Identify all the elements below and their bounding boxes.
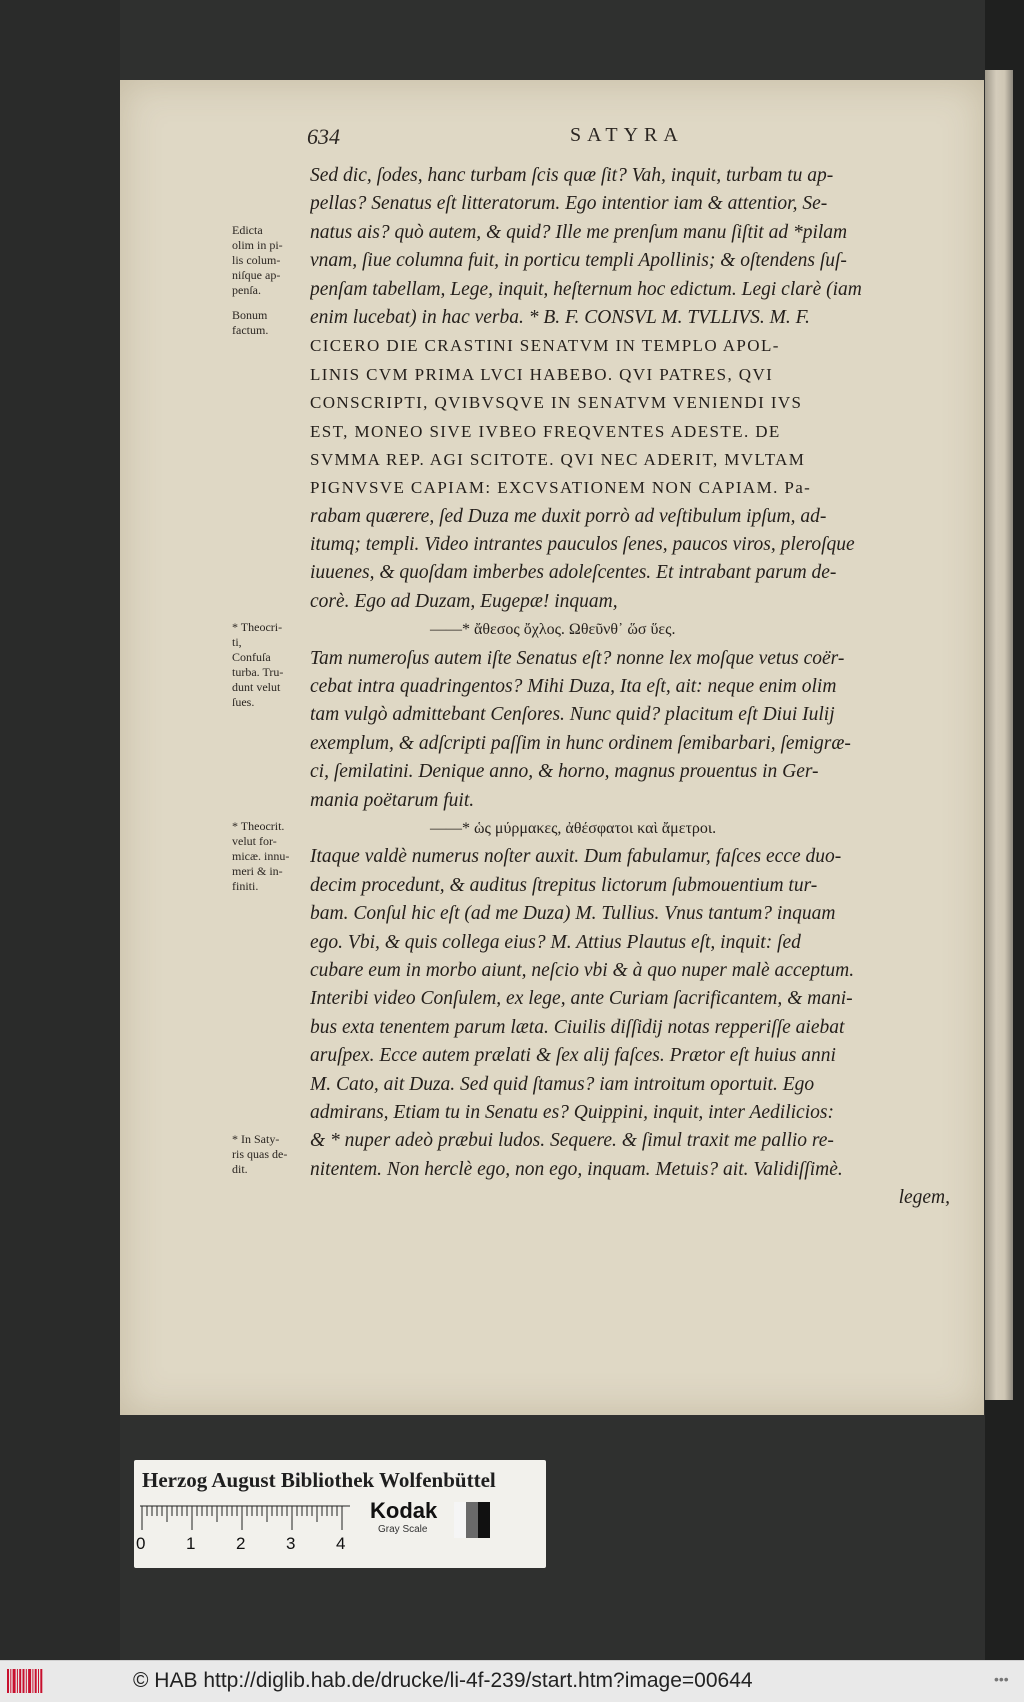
text-line: & * nuper adeò præbui ludos. Sequere. & ſimul traxit me pallio re- xyxy=(310,1130,834,1152)
margin-note-line: * In Saty- xyxy=(232,1131,280,1146)
text-line: ——* ὡς μύρμακες, ἀθέσφατοι καὶ ἄμετροι. xyxy=(430,819,717,837)
text-line: CICERO DIE CRASTINI SENATVM IN TEMPLO APOL- xyxy=(310,336,780,356)
logo-bar xyxy=(32,1669,33,1693)
text-line: itumq; templi. Video intrantes pauculos ſenes, paucos viros, pleroſque xyxy=(310,534,855,556)
ruler-number: 0 xyxy=(136,1534,146,1553)
margin-note-line: meri & in- xyxy=(232,864,283,879)
barcode-logo-icon xyxy=(6,1667,46,1695)
text-line: Interibi video Conſulem, ex lege, ante Curiam ſacrificantem, & mani- xyxy=(310,988,853,1010)
margin-note-line: factum. xyxy=(232,323,269,337)
logo-bar xyxy=(28,1669,31,1693)
text-line: exemplum, & adſcripti paſſim in hunc ordinem ſemibarbari, ſemigræ- xyxy=(310,732,851,754)
logo-bar xyxy=(19,1669,21,1693)
logo-bar xyxy=(13,1669,16,1693)
ruler-number: 2 xyxy=(236,1534,246,1553)
text-line: enim lucebat) in hac verba. * B. F. CONSVL M. TVLLIVS. M. F. xyxy=(310,306,810,328)
text-line: bus exta tenentem parum læta. Ciuilis diſſidij notas repperiſſe aiebat xyxy=(310,1016,845,1038)
text-line: aruſpex. Ecce autem prælati & ſex alij faſces. Prætor eſt huius anni xyxy=(310,1045,836,1067)
copyright-url[interactable]: © HAB http://diglib.hab.de/drucke/li-4f-239/start.htm?image=00644 xyxy=(133,1669,753,1692)
text-line: LINIS CVM PRIMA LVCI HABEBO. QVI PATRES, QVI xyxy=(310,364,774,384)
ruler-number: 4 xyxy=(336,1534,346,1553)
text-line: ——* ἄθεσος ὄχλος. Ωθεῦνθ᾽ ὥσ ὕες. xyxy=(430,621,676,639)
more-options-icon[interactable]: ••• xyxy=(994,1671,1009,1687)
text-line: mania poëtarum fuit. xyxy=(310,789,475,811)
margin-note-line: dit. xyxy=(232,1161,248,1176)
logo-bar xyxy=(10,1669,11,1693)
page-number: 634 xyxy=(307,124,340,149)
logo-bar xyxy=(7,1669,9,1693)
text-line: PIGNVSVE CAPIAM: EXCVSATIONEM NON CAPIAM. Pa- xyxy=(310,478,812,498)
margin-note xyxy=(232,308,312,338)
viewer-footer-bar xyxy=(0,1660,1024,1702)
logo-bar xyxy=(26,1669,27,1693)
ruler-number: 1 xyxy=(186,1534,196,1553)
running-title: SATYRA xyxy=(570,124,684,146)
margin-note-line: velut for- xyxy=(232,834,277,849)
text-line: SVMMA REP. AGI SCITOTE. QVI NEC ADERIT, MVLTAM xyxy=(310,449,806,469)
gray-scale-label: Gray Scale xyxy=(378,1524,428,1535)
text-line: Itaque valdè numerus noſter auxit. Dum fabulamur, faſces ecce duo- xyxy=(310,846,842,868)
text-line: corè. Ego ad Duzam, Eugepæ! inquam, xyxy=(310,590,618,612)
text-line: decim procedunt, & auditus ſtrepitus lictorum ſubmouentium tur- xyxy=(310,874,818,896)
text-line: penſam tabellam, Lege, inquit, heſternum hoc edictum. Legi clarè (iam xyxy=(310,278,862,300)
margin-note xyxy=(232,223,312,298)
text-line: tam vulgò admittebant Cenſores. Nunc quid? placitum eſt Diui Iulij xyxy=(310,704,835,726)
logo-bar xyxy=(40,1669,42,1693)
margin-note-line: ſues. xyxy=(232,695,255,710)
margin-note-line: olim in pi- xyxy=(232,237,283,252)
margin-note-line: ris quas de- xyxy=(232,1146,288,1161)
ruler-number: 3 xyxy=(286,1534,296,1553)
margin-note-line: Confuſa xyxy=(232,650,271,665)
margin-note xyxy=(232,819,312,894)
margin-note xyxy=(232,620,312,710)
logo-bar xyxy=(17,1669,18,1693)
margin-note-line: * Theocrit. xyxy=(232,819,285,834)
margin-note-line: lis colum- xyxy=(232,252,281,267)
text-line: legem, xyxy=(898,1187,950,1209)
text-line: EST, MONEO SIVE IVBEO FREQVENTES ADESTE. DE xyxy=(310,421,781,441)
text-line: cebat intra quadringentos? Mihi Duza, Ita eſt, ait: neque enim olim xyxy=(310,676,837,698)
margin-note-line: ti, xyxy=(232,635,242,650)
text-line: natus ais? quò autem, & quid? Ille me prenſum manu ſiſtit ad *pilam xyxy=(310,221,848,243)
text-line: M. Cato, ait Duza. Sed quid ſtamus? iam introitum oportuit. Ego xyxy=(310,1073,815,1095)
text-line: bam. Conſul hic eſt (ad me Duza) M. Tullius. Vnus tantum? inquam xyxy=(310,903,836,925)
logo-bar xyxy=(23,1669,25,1693)
text-line: nitentem. Non herclè ego, non ego, inquam. Metuis? ait. Validiſſimè. xyxy=(310,1158,843,1180)
text-line: vnam, ſiue columna fuit, in porticu templi Apollinis; & oſtendens ſuſ- xyxy=(310,250,847,272)
logo-bar xyxy=(35,1669,37,1693)
ruler-scale xyxy=(140,1504,350,1532)
adjacent-page-edge xyxy=(985,70,1013,1400)
color-calibration-card xyxy=(134,1460,546,1568)
logo-bar xyxy=(38,1669,39,1693)
margin-note-line: Bonum xyxy=(232,308,268,322)
main-text xyxy=(310,162,950,1212)
book-page xyxy=(120,80,984,1415)
gray-swatch xyxy=(454,1502,490,1538)
margin-note-line: penſa. xyxy=(232,282,261,297)
text-line: admirans, Etiam tu in Senatu es? Quippini, inquit, inter Aedilicios: xyxy=(310,1101,834,1123)
margin-note-line: finiti. xyxy=(232,879,259,894)
margin-note-line: Edicta xyxy=(232,222,263,237)
text-line: ci, ſemilatini. Denique anno, & horno, magnus prouentus in Ger- xyxy=(310,761,819,783)
text-line: Tam numeroſus autem iſte Senatus eſt? nonne lex moſque vetus coër- xyxy=(310,647,845,669)
margin-note-line: micæ. innu- xyxy=(232,849,290,864)
margin-note xyxy=(232,1132,312,1177)
text-line: cubare eum in morbo aiunt, neſcio vbi & à quo nuper malè acceptum. xyxy=(310,959,855,981)
margin-note-line: * Theocri- xyxy=(232,620,283,635)
library-name: Herzog August Bibliothek Wolfenbüttel xyxy=(142,1468,496,1492)
margin-note-line: niſque ap- xyxy=(232,267,281,282)
running-head xyxy=(120,124,984,150)
text-line: pellas? Senatus eſt litteratorum. Ego intentior iam & attentior, Se- xyxy=(310,193,828,215)
margin-note-line: dunt velut xyxy=(232,680,281,695)
text-line: Sed dic, ſodes, hanc turbam ſcis quæ ſit? Vah, inquit, turbam tu ap- xyxy=(310,165,834,186)
text-line: rabam quærere, ſed Duza me duxit porrò ad veſtibulum ipſum, ad- xyxy=(310,505,827,527)
margin-note-line: turba. Tru- xyxy=(232,665,284,680)
ruler-numbers xyxy=(136,1534,356,1556)
scan-background-left xyxy=(0,0,120,1660)
text-line: ego. Vbi, & quis collega eius? M. Attius Plautus eſt, inquit: ſed xyxy=(310,931,801,953)
text-line: iuuenes, & quoſdam imberbes adoleſcentes. Et intrabant parum de- xyxy=(310,562,837,584)
text-line: CONSCRIPTI, QVIBVSQVE IN SENATVM VENIENDI IVS xyxy=(310,393,803,413)
kodak-logo: Kodak xyxy=(370,1498,438,1523)
